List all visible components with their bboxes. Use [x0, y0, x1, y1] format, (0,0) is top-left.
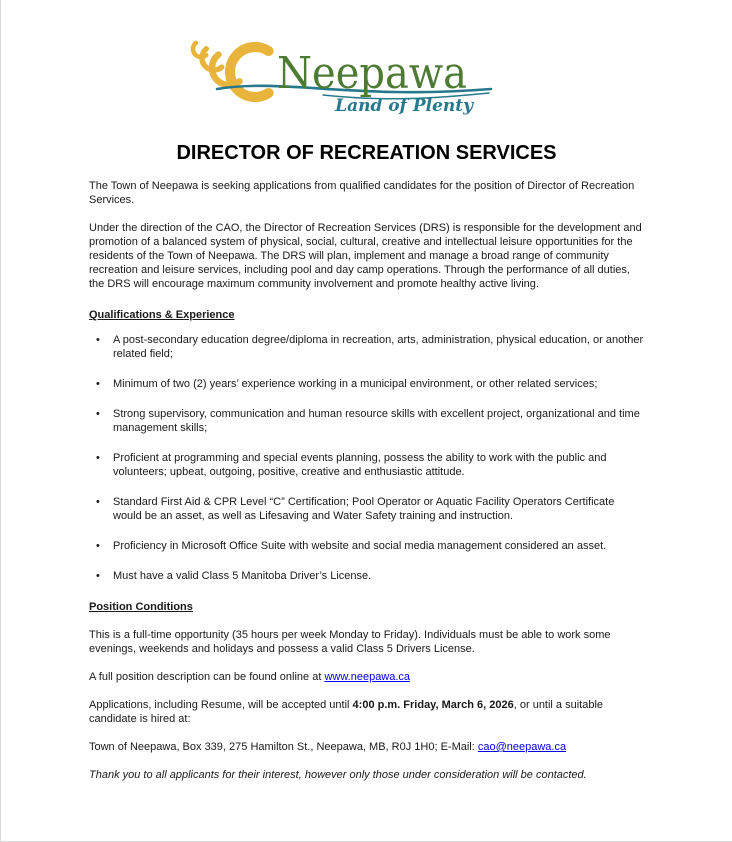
intro-paragraph: The Town of Neepawa is seeking applications from qualified candidates for the position of Director of Recreation Services.	[89, 180, 635, 206]
qualifications-list	[89, 333, 646, 583]
qualification-item: • Proficiency in Microsoft Office Suite with website and social media management considered an asset.	[89, 539, 646, 553]
position-conditions-paragraph: This is a full-time opportunity (35 hours per week Monday to Friday). Individuals must be able to work some evenings, weekends and holidays and possess a valid Class 5 Drivers License.	[89, 629, 611, 655]
neepawa-logo-graphic	[173, 28, 503, 116]
address-text: Town of Neepawa, Box 339, 275 Hamilton St., Neepawa, MB, R0J 1H0; E-Mail:	[89, 741, 478, 753]
qualification-item: • Standard First Aid & CPR Level “C” Certification; Pool Operator or Aquatic Facility Operators Certificate would be an asset, as well as Lifesaving and Water Safety training and instruction.	[89, 495, 646, 523]
online-description-paragraph	[89, 670, 646, 684]
applications-paragraph	[89, 698, 646, 726]
neepawa-website-link[interactable]: www.neepawa.ca	[324, 671, 411, 683]
qualification-item: • A post-secondary education degree/diploma in recreation, arts, administration, physical education, or another related field;	[89, 333, 646, 361]
qualifications-heading: Qualifications & Experience	[89, 309, 235, 321]
address-paragraph	[89, 740, 646, 754]
closing-note: Thank you to all applicants for their interest, however only those under consideration will be contacted.	[89, 769, 587, 781]
qualification-item: • Must have a valid Class 5 Manitoba Driver’s License.	[89, 569, 646, 583]
cao-email-link[interactable]: cao@neepawa.ca	[477, 741, 567, 753]
qualification-item: • Strong supervisory, communication and human resource skills with excellent project, organizational and time management skills;	[89, 407, 646, 435]
job-summary-paragraph: Under the direction of the CAO, the Director of Recreation Services (DRS) is responsible for the development and promotion of a balanced system of physical, social, cultural, creative and intellectual leisure opportunities for the residents of the Town of Neepawa. The DRS will plan, implement and manage a broad range of community recreation and leisure services, including pool and day camp operations. Through the performance of all duties, the DRS will encourage maximum community involvement and promote healthy active living.	[89, 222, 642, 290]
wheat-swoosh-icon	[190, 43, 269, 97]
document-content	[1, 179, 732, 782]
online-description-text: A full position description can be found online at	[89, 671, 325, 683]
logo-tagline: Land of Plenty	[335, 96, 473, 116]
qualification-item: • Minimum of two (2) years’ experience working in a municipal environment, or other related services;	[89, 377, 646, 391]
applications-text-suffix: , or until a suitable candidate is hired at:	[89, 699, 604, 725]
application-deadline: 4:00 p.m. Friday, March 6, 2026	[352, 699, 514, 711]
logo-wordmark: Neepawa	[277, 48, 467, 99]
page-title: DIRECTOR OF RECREATION SERVICES	[176, 142, 557, 164]
neepawa-logo	[173, 28, 503, 116]
position-conditions-heading: Position Conditions	[89, 601, 193, 613]
qualification-item: • Proficient at programming and special events planning, possess the ability to work with the public and volunteers; upbeat, outgoing, positive, creative and enthusiastic attitude.	[89, 451, 646, 479]
applications-text: Applications, including Resume, will be accepted until	[89, 699, 353, 711]
